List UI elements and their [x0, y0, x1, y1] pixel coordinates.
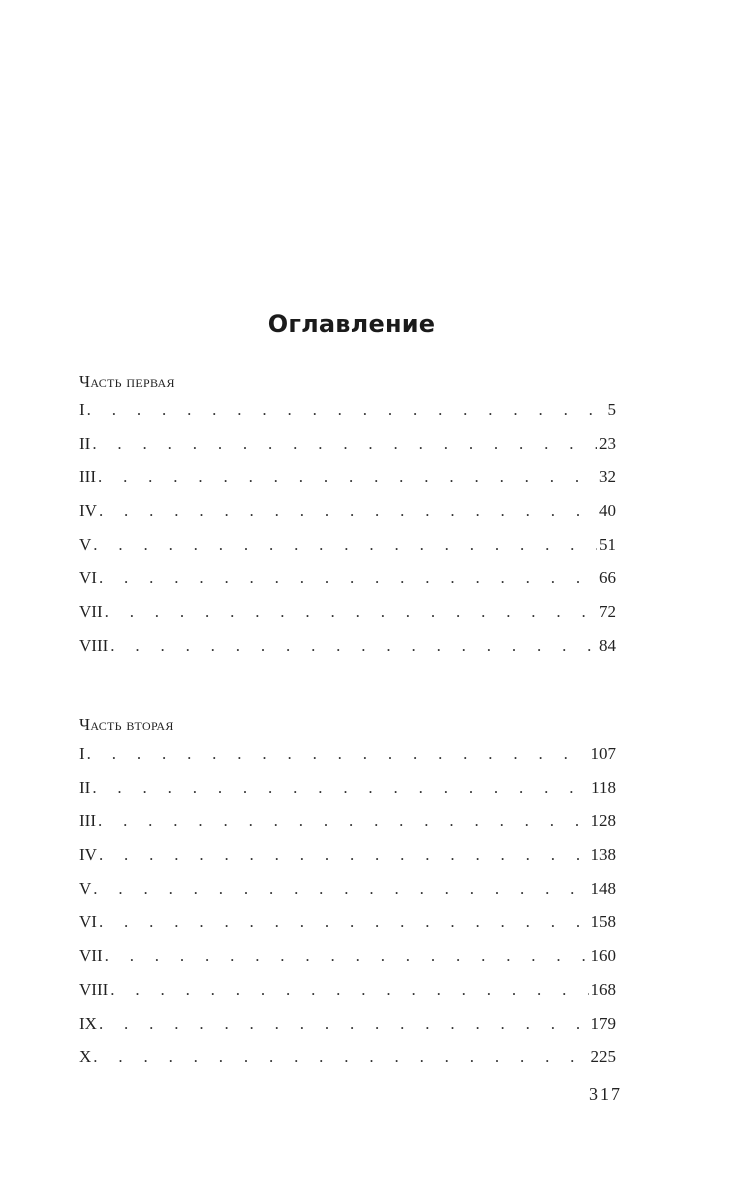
entry-page-number: 107	[590, 744, 616, 763]
entry-label: IX	[79, 1013, 97, 1033]
part-1-entry-list	[79, 400, 616, 670]
entry-label: IV	[79, 501, 97, 521]
toc-entry[interactable]	[79, 602, 616, 636]
dot-leader	[99, 912, 589, 932]
entry-page-number: 118	[591, 777, 616, 797]
toc-entry[interactable]	[79, 980, 616, 1014]
entry-label: I	[79, 400, 85, 419]
entry-label: II	[79, 433, 91, 453]
entry-label: VIII	[79, 635, 109, 655]
toc-entry[interactable]	[79, 1047, 616, 1081]
part-2-entry-list	[79, 744, 616, 1081]
entry-page-number: 51	[599, 534, 616, 554]
entry-page-number: 168	[590, 979, 616, 999]
toc-entry[interactable]	[79, 434, 616, 468]
dot-leader	[110, 980, 588, 1000]
toc-entry[interactable]	[79, 912, 616, 946]
entry-label: V	[79, 534, 92, 554]
part-heading-2: Часть вторая	[79, 715, 174, 734]
dot-leader	[87, 744, 589, 764]
toc-entry[interactable]	[79, 1014, 616, 1048]
page-number-folio: 317	[589, 1084, 622, 1104]
entry-page-number: 5	[607, 400, 616, 419]
dot-leader	[98, 467, 597, 487]
entry-page-number: 23	[599, 433, 616, 453]
toc-entry[interactable]	[79, 946, 616, 980]
entry-page-number: 128	[590, 811, 616, 831]
entry-label: III	[79, 811, 96, 831]
entry-label: VIII	[79, 979, 109, 999]
dot-leader	[105, 602, 597, 622]
dot-leader	[99, 1014, 589, 1034]
entry-label: VII	[79, 946, 103, 966]
dot-leader	[93, 879, 588, 899]
entry-label: V	[79, 878, 92, 898]
entry-page-number: 84	[599, 635, 616, 655]
toc-entry[interactable]	[79, 400, 616, 434]
dot-leader	[92, 778, 589, 798]
toc-entry[interactable]	[79, 636, 616, 670]
entry-label: III	[79, 467, 96, 487]
toc-entry[interactable]	[79, 467, 616, 501]
entry-label: VII	[79, 602, 103, 622]
toc-entry[interactable]	[79, 811, 616, 845]
toc-entry[interactable]	[79, 501, 616, 535]
dot-leader	[93, 535, 597, 555]
entry-label: IV	[79, 845, 97, 865]
dot-leader	[99, 568, 597, 588]
entry-page-number: 32	[599, 467, 616, 487]
dot-leader	[92, 434, 597, 454]
entry-label: I	[79, 744, 85, 763]
entry-label: VI	[79, 568, 97, 588]
entry-label: II	[79, 777, 91, 797]
entry-label: VI	[79, 912, 97, 932]
dot-leader	[110, 636, 597, 656]
toc-entry[interactable]	[79, 744, 616, 778]
entry-label: X	[79, 1047, 92, 1067]
toc-title: Оглавление	[267, 310, 436, 338]
dot-leader	[98, 811, 589, 831]
dot-leader	[93, 1047, 588, 1067]
toc-entry[interactable]	[79, 778, 616, 812]
dot-leader	[105, 946, 589, 966]
entry-page-number: 40	[599, 501, 616, 521]
dot-leader	[99, 845, 589, 865]
toc-entry[interactable]	[79, 879, 616, 913]
entry-page-number: 148	[590, 878, 616, 898]
dot-leader	[87, 400, 606, 420]
entry-page-number: 179	[590, 1013, 616, 1033]
entry-page-number: 225	[590, 1047, 616, 1067]
toc-entry[interactable]	[79, 535, 616, 569]
entry-page-number: 72	[599, 602, 616, 622]
part-heading-1: Часть первая	[79, 372, 175, 391]
toc-entry[interactable]	[79, 845, 616, 879]
entry-page-number: 158	[590, 912, 616, 932]
dot-leader	[99, 501, 597, 521]
toc-entry[interactable]	[79, 568, 616, 602]
entry-page-number: 66	[599, 568, 616, 588]
entry-page-number: 138	[590, 845, 616, 865]
entry-page-number: 160	[590, 946, 616, 966]
